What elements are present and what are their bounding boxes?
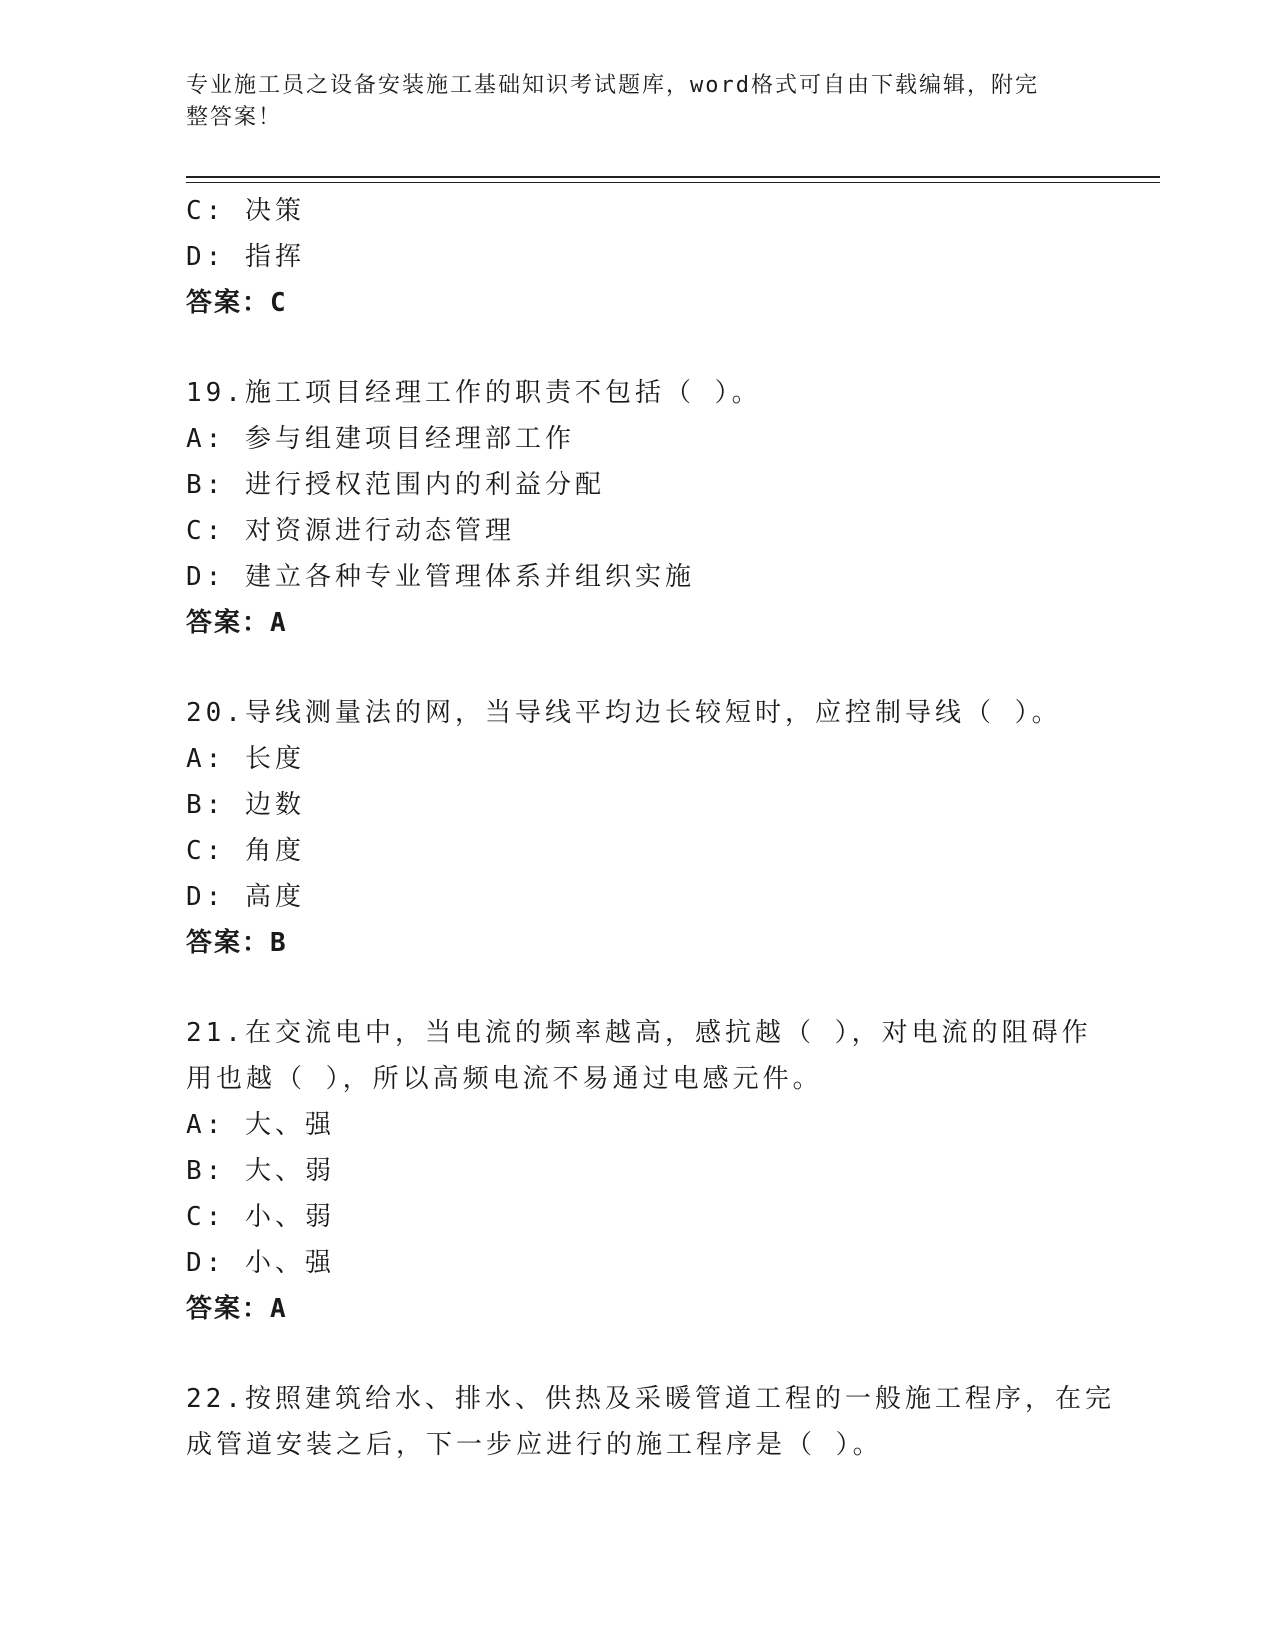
previous-question: [186, 188, 1086, 326]
question-text-line1: 22.按照建筑给水、排水、供热及采暖管道工程的一般施工程序，在完: [186, 1384, 1115, 1414]
option-a: A: 长度: [186, 744, 305, 774]
option-d: D: 建立各种专业管理体系并组织实施: [186, 562, 695, 592]
option-a: A: 参与组建项目经理部工作: [186, 424, 575, 454]
document-header: [186, 70, 1086, 134]
question-text: 19.施工项目经理工作的职责不包括（ ）。: [186, 378, 762, 408]
header-title-line1: 专业施工员之设备安装施工基础知识考试题库，word格式可自由下载编辑，附完: [186, 73, 1039, 98]
answer-line: 答案：A: [186, 608, 288, 638]
question-19: [186, 370, 1086, 646]
option-d: D: 小、强: [186, 1248, 335, 1278]
option-c: C: 小、弱: [186, 1202, 335, 1232]
option-b: B: 大、弱: [186, 1156, 335, 1186]
option-a: A: 大、强: [186, 1110, 335, 1140]
question-text: 20.导线测量法的网，当导线平均边长较短时，应控制导线（ ）。: [186, 698, 1062, 728]
header-divider-thin: [186, 182, 1160, 183]
question-22: [186, 1376, 1115, 1468]
header-title-line2: 整答案！: [186, 105, 283, 130]
option-d: D: 指挥: [186, 242, 305, 272]
header-divider-thick: [186, 176, 1160, 178]
answer-line: 答案：A: [186, 1294, 288, 1324]
option-c: C: 角度: [186, 836, 305, 866]
question-20: [186, 690, 1086, 966]
answer-line: 答案：C: [186, 288, 288, 318]
option-b: B: 进行授权范围内的利益分配: [186, 470, 605, 500]
option-b: B: 边数: [186, 790, 305, 820]
option-d: D: 高度: [186, 882, 305, 912]
option-c: C: 决策: [186, 196, 305, 226]
question-text-line1: 21.在交流电中，当电流的频率越高，感抗越（ ），对电流的阻碍作: [186, 1018, 1092, 1048]
question-content: [186, 188, 1115, 1468]
question-21: [186, 1010, 1092, 1332]
question-text-line2: 成管道安装之后，下一步应进行的施工程序是（ ）。: [186, 1430, 883, 1460]
question-text-line2: 用也越（ ），所以高频电流不易通过电感元件。: [186, 1064, 823, 1094]
option-c: C: 对资源进行动态管理: [186, 516, 515, 546]
answer-line: 答案：B: [186, 928, 288, 958]
